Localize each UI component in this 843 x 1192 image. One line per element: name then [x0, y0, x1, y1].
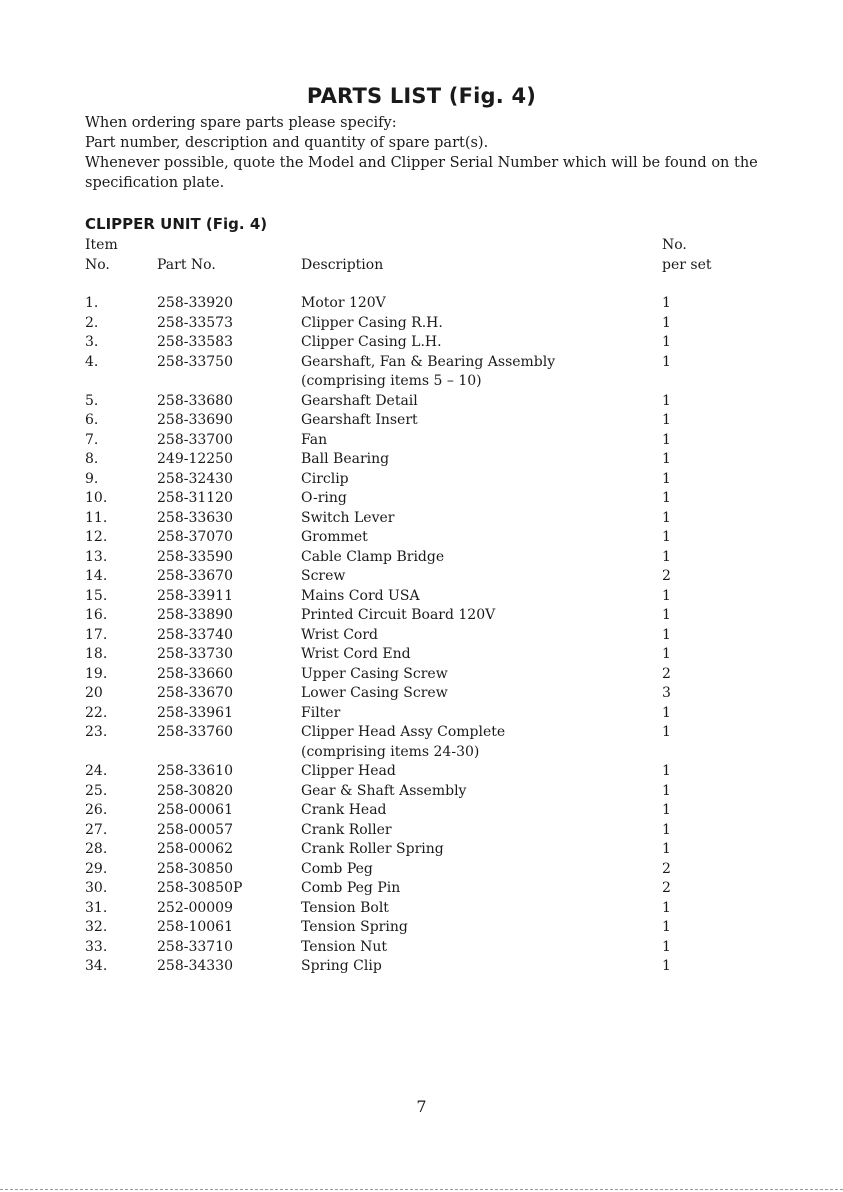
table-row — [0, 392, 843, 411]
row-description: Crank Head — [301, 802, 387, 818]
row-description: Grommet — [301, 529, 368, 545]
row-part-no: 258-00061 — [157, 802, 233, 818]
page-number: 7 — [416, 1097, 427, 1116]
row-quantity: 1 — [662, 509, 671, 526]
intro-paragraph — [85, 113, 785, 193]
row-description: Circlip — [301, 470, 349, 487]
row-item-no: 15. — [85, 587, 108, 604]
table-row — [0, 606, 843, 625]
row-quantity: 1 — [662, 782, 671, 799]
row-quantity: 1 — [662, 412, 671, 428]
table-row — [0, 450, 843, 469]
row-description: Motor 120V — [301, 295, 386, 311]
row-description: Gearshaft Detail — [301, 392, 418, 409]
row-quantity: 2 — [662, 665, 671, 682]
row-quantity: 1 — [662, 724, 671, 740]
row-item-no: 26. — [85, 802, 108, 818]
row-quantity: 1 — [662, 763, 671, 779]
row-quantity: 3 — [662, 685, 671, 701]
section-title: CLIPPER UNIT (Fig. 4) — [85, 215, 268, 233]
row-description: Spring Clip — [301, 958, 382, 974]
header-per-set: per set — [662, 257, 712, 273]
page-title: PARTS LIST (Fig. 4) — [306, 84, 537, 108]
row-part-no: 258-00057 — [157, 821, 233, 838]
row-description: Comb Peg — [301, 860, 373, 877]
row-description: Screw — [301, 568, 346, 584]
row-item-no: 28. — [85, 841, 108, 857]
intro-line: Whenever possible, quote the Model and Clipper Serial Number which will be found on the — [85, 155, 758, 171]
row-item-no: 8. — [85, 451, 99, 467]
row-part-no: 258-33573 — [157, 314, 233, 331]
row-item-no: 18. — [85, 646, 108, 662]
row-item-no: 14. — [85, 568, 108, 584]
row-item-no: 20 — [85, 685, 103, 701]
row-part-no: 258-00062 — [157, 841, 233, 857]
row-part-no: 258-33730 — [157, 646, 233, 662]
row-description: Tension Nut — [301, 938, 388, 955]
row-description: Filter — [301, 704, 341, 721]
row-item-no: 27. — [85, 821, 108, 838]
row-item-no: 12. — [85, 529, 108, 545]
row-description-note: (comprising items 24-30) — [301, 743, 480, 760]
row-quantity: 1 — [662, 353, 671, 370]
row-part-no: 258-33680 — [157, 392, 233, 409]
row-quantity: 1 — [662, 587, 671, 604]
row-part-no: 258-33750 — [157, 353, 233, 370]
table-row — [0, 665, 843, 684]
row-part-no: 258-33670 — [157, 685, 233, 701]
row-description: Crank Roller — [301, 821, 392, 838]
row-description: Lower Casing Screw — [301, 685, 448, 701]
row-quantity: 1 — [662, 958, 671, 974]
row-part-no: 258-33710 — [157, 938, 233, 955]
table-header-row-2 — [0, 256, 843, 275]
row-description: Wrist Cord End — [301, 646, 411, 662]
row-part-no: 258-33583 — [157, 334, 233, 350]
row-description: Crank Roller Spring — [301, 841, 444, 857]
row-quantity: 1 — [662, 607, 671, 623]
row-part-no: 258-37070 — [157, 529, 233, 545]
row-description: Gearshaft Insert — [301, 412, 418, 428]
row-part-no: 258-30850P — [157, 880, 243, 896]
intro-line: specification plate. — [85, 175, 225, 191]
table-row — [0, 333, 843, 352]
row-description: Fan — [301, 431, 328, 448]
row-description: Clipper Head — [301, 763, 396, 779]
row-description: Switch Lever — [301, 509, 395, 526]
table-row — [0, 528, 843, 547]
row-quantity: 1 — [662, 334, 671, 350]
table-row — [0, 918, 843, 937]
table-row — [0, 548, 843, 567]
row-quantity: 1 — [662, 451, 671, 467]
table-row — [0, 762, 843, 781]
row-item-no: 31. — [85, 899, 108, 916]
row-description: Upper Casing Screw — [301, 665, 448, 682]
table-row — [0, 470, 843, 489]
row-item-no: 5. — [85, 392, 99, 409]
table-row — [0, 294, 843, 313]
row-part-no: 249-12250 — [157, 451, 233, 467]
row-description: Wrist Cord — [301, 626, 378, 643]
row-part-no: 258-30850 — [157, 860, 233, 877]
row-item-no: 19. — [85, 665, 108, 682]
row-quantity: 1 — [662, 821, 671, 838]
row-item-no: 2. — [85, 314, 99, 331]
table-row — [0, 489, 843, 508]
row-quantity: 1 — [662, 314, 671, 331]
row-item-no: 30. — [85, 880, 108, 896]
row-description: Ball Bearing — [301, 451, 390, 467]
row-part-no: 258-33590 — [157, 548, 233, 565]
header-qty: No. — [662, 237, 687, 253]
row-part-no: 258-33920 — [157, 295, 233, 311]
header-description: Description — [301, 257, 384, 273]
row-item-no: 22. — [85, 704, 108, 721]
row-item-no: 29. — [85, 860, 108, 877]
row-description: Cable Clamp Bridge — [301, 548, 445, 565]
row-item-no: 10. — [85, 490, 108, 506]
row-item-no: 16. — [85, 607, 108, 623]
table-row — [0, 431, 843, 450]
row-quantity: 1 — [662, 295, 671, 311]
row-quantity: 1 — [662, 470, 671, 487]
row-item-no: 17. — [85, 626, 108, 643]
row-item-no: 11. — [85, 509, 108, 526]
row-item-no: 3. — [85, 334, 99, 350]
row-quantity: 2 — [662, 880, 671, 896]
table-row — [0, 782, 843, 801]
table-row — [0, 353, 843, 372]
row-item-no: 25. — [85, 782, 108, 799]
row-item-no: 9. — [85, 470, 99, 487]
table-row — [0, 821, 843, 840]
row-quantity: 1 — [662, 548, 671, 565]
row-item-no: 34. — [85, 958, 108, 974]
row-part-no: 258-10061 — [157, 919, 233, 935]
row-quantity: 2 — [662, 860, 671, 877]
row-part-no: 258-33740 — [157, 626, 233, 643]
row-description: Clipper Casing R.H. — [301, 314, 443, 331]
row-item-no: 32. — [85, 919, 108, 935]
row-description: Printed Circuit Board 120V — [301, 607, 496, 623]
row-part-no: 258-33610 — [157, 763, 233, 779]
row-part-no: 252-00009 — [157, 899, 233, 916]
row-quantity: 1 — [662, 899, 671, 916]
row-item-no: 7. — [85, 431, 99, 448]
table-row — [0, 314, 843, 333]
row-description: Gear & Shaft Assembly — [301, 782, 467, 799]
table-row — [0, 840, 843, 859]
intro-line: Part number, description and quantity of spare part(s). — [85, 135, 489, 151]
row-quantity: 1 — [662, 704, 671, 721]
row-description: Tension Spring — [301, 919, 408, 935]
row-part-no: 258-33690 — [157, 412, 233, 428]
row-part-no: 258-33700 — [157, 431, 233, 448]
row-part-no: 258-33890 — [157, 607, 233, 623]
row-item-no: 33. — [85, 938, 108, 955]
row-item-no: 4. — [85, 353, 99, 370]
row-description: O-ring — [301, 490, 347, 506]
row-quantity: 1 — [662, 490, 671, 506]
header-item-no: No. — [85, 257, 110, 273]
row-part-no: 258-32430 — [157, 470, 233, 487]
table-row — [0, 957, 843, 976]
row-quantity: 1 — [662, 938, 671, 955]
row-quantity: 1 — [662, 919, 671, 935]
row-item-no: 24. — [85, 763, 108, 779]
intro-line: When ordering spare parts please specify: — [85, 115, 397, 131]
row-description-note: (comprising items 5 – 10) — [301, 373, 482, 389]
table-row — [0, 587, 843, 606]
row-item-no: 23. — [85, 724, 108, 740]
row-description: Comb Peg Pin — [301, 880, 401, 896]
table-row — [0, 879, 843, 898]
row-part-no: 258-33760 — [157, 724, 233, 740]
row-description: Gearshaft, Fan & Bearing Assembly — [301, 353, 556, 370]
row-quantity: 1 — [662, 431, 671, 448]
row-quantity: 1 — [662, 646, 671, 662]
table-row — [0, 938, 843, 957]
table-header-row-1 — [0, 236, 843, 255]
table-row — [0, 860, 843, 879]
table-row — [0, 723, 843, 742]
row-part-no: 258-30820 — [157, 782, 233, 799]
row-item-no: 13. — [85, 548, 108, 565]
row-part-no: 258-33961 — [157, 704, 233, 721]
table-row — [0, 626, 843, 645]
table-row — [0, 567, 843, 586]
row-description: Mains Cord USA — [301, 587, 420, 604]
header-item: Item — [85, 237, 118, 253]
row-item-no: 1. — [85, 295, 99, 311]
row-quantity: 2 — [662, 568, 671, 584]
table-row — [0, 411, 843, 430]
table-row — [0, 684, 843, 703]
table-row — [0, 899, 843, 918]
row-quantity: 1 — [662, 802, 671, 818]
row-part-no: 258-34330 — [157, 958, 233, 974]
row-description: Clipper Casing L.H. — [301, 334, 442, 350]
table-row — [0, 509, 843, 528]
row-part-no: 258-31120 — [157, 490, 233, 506]
row-description: Clipper Head Assy Complete — [301, 724, 506, 740]
row-part-no: 258-33660 — [157, 665, 233, 682]
row-description: Tension Bolt — [301, 899, 389, 916]
row-quantity: 1 — [662, 529, 671, 545]
table-row — [0, 801, 843, 820]
row-part-no: 258-33630 — [157, 509, 233, 526]
row-quantity: 1 — [662, 626, 671, 643]
table-row — [0, 645, 843, 664]
row-part-no: 258-33911 — [157, 587, 233, 604]
table-row — [0, 704, 843, 723]
row-part-no: 258-33670 — [157, 568, 233, 584]
row-quantity: 1 — [662, 392, 671, 409]
bottom-divider — [0, 1189, 843, 1190]
header-part-no: Part No. — [157, 257, 216, 273]
row-item-no: 6. — [85, 412, 99, 428]
row-quantity: 1 — [662, 841, 671, 857]
